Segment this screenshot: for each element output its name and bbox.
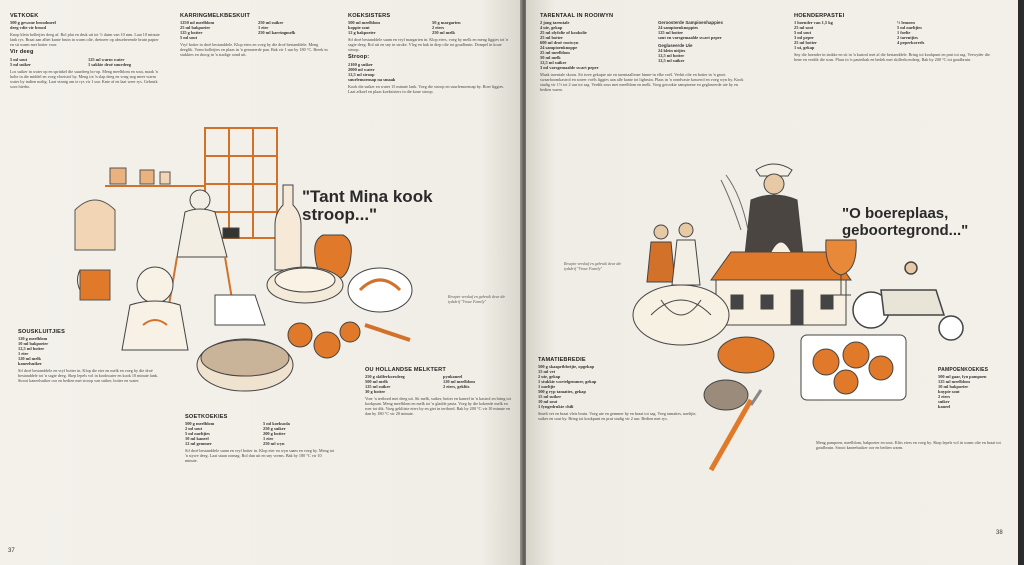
ingredient: 50 g margarien: [432, 20, 461, 26]
ingredient: deeg vdie vir brood: [10, 25, 47, 31]
recipe-method: Kook die suiker en water 15 minute lank. Voeg die stroop en suurlemoensap by. Roer liggies. Laat afkoel en plaas koeksisters in die koue stroop.: [348, 83, 505, 94]
ingredient: 1 eier: [18, 351, 29, 357]
ingredient: 25 ml olyfolie of kookolie: [540, 30, 587, 36]
recipe-souskluitjies: [18, 330, 168, 383]
ingredient: 500 g gewone broodmeel: [10, 20, 56, 26]
recipe-method: Sif droë bestanddele saam en vryf botter in. Klop eier en wyn saam en voeg by. Meng tot 'n stywe deeg. Laat staan oornag. Rol dun uit en sny vorms. Bak by 180 °C vir 10 minute.: [185, 448, 335, 464]
left-caption: Resepte verskaf en gebruik deur die tydskrif "Vroue Family": [448, 294, 506, 304]
ingredient: kaneelsuiker: [18, 361, 42, 367]
ingredient: 5 ml sout: [794, 30, 812, 36]
ingredient: 15 ml vet: [538, 369, 556, 375]
ingredient: 500 ml meelblom: [348, 20, 380, 26]
recipe-title: HOENDERPASTEI: [794, 13, 845, 19]
ingredient: 500 g ryp tamaties, gekap: [538, 389, 586, 395]
recipe-karringmelkbeskuit: [180, 14, 330, 57]
ingredient: 25 ml botter: [794, 40, 817, 46]
recipe-subtitle: Geroosterde Sampioenhappies: [658, 20, 723, 26]
page-number-left: 37: [8, 548, 15, 554]
ingredient: 1 fyngedrukte chili: [538, 404, 574, 410]
recipe-pampoenkoekies-method: [816, 438, 1011, 450]
recipe-method: Voer 'n tertbord met deeg uit. Sit melk, suiker, botter en kaneel in 'n kastrol en bring tot kookpunt. Meng meelblom en melk tot 'n gladde pasta. Voeg by die kokende melk en roer tot dik. Voeg geklitste eiers by en giet in tertbord. Bak by 200 °C vir 10 minute en dan by 180 °C vir 20 minute.: [365, 396, 511, 417]
ingredient: 24 klein uitjies: [658, 48, 686, 54]
ingredient: 5 ml suiker: [10, 61, 31, 67]
ingredient: koppie sout: [348, 25, 370, 31]
ingredient: 12,5 ml stroop: [348, 71, 375, 77]
recipe-title: PAMPOENKOEKIES: [938, 367, 989, 373]
ingredient: 125 ml warm water: [88, 56, 125, 62]
ingredient: 1 eier: [263, 436, 274, 442]
ingredient: 12,5 ml botter: [18, 346, 45, 352]
ingredient: 5 ml naeltjies: [185, 431, 210, 437]
ingredient: 1 foelie: [897, 30, 911, 36]
ingredient: 5 ml sout: [180, 35, 198, 41]
recipe-title: KARRINGMELKBESKUIT: [180, 13, 251, 19]
ingredient: 1250 ml meelblom: [180, 20, 215, 26]
ingredient: 500 ml melk: [365, 379, 388, 385]
ingredient: 2 eiers: [938, 394, 951, 400]
ingredient: 15 ml suiker: [538, 394, 562, 400]
ingredient: 12,5 ml botter: [658, 53, 685, 59]
ingredient: 200 g botter: [263, 431, 286, 437]
ingredient: ½ lemoen: [897, 20, 915, 26]
ingredient: 25 ml bakpoeier: [180, 25, 211, 31]
ingredient: 250 ml suiker: [258, 20, 284, 26]
recipe-method: Meng pampoen, meelblom, bakpoeier en sout. Klits eiers en voeg by. Skep lepels vol in warm olie en braai tot goudbruin. Strooi kaneelsuiker oor en bedien warm.: [816, 440, 1001, 450]
recipe-method: Smelt vet en braai vleis bruin. Voeg uie en gemmer by en braai tot sag. Voeg tamaties, naeltjie, suiker en sout by. Bring tot kookpunt en prut stadig vir 2 uur. Bedien met rys.: [538, 411, 697, 422]
ingredient: 5 ml sout: [10, 56, 28, 62]
recipe-method: Sif droë bestanddele saam en vryf margarien in. Klop eiers, voeg by melk en meng liggies tot 'n sagte deeg. Rol uit en sny in stroke. Vleg en bak in diep olie tot goudbruin. Dompel in koue stroop.: [348, 37, 509, 53]
recipe-title: TAMATIEBREDIE: [538, 357, 586, 363]
ingredient: 12 ml gemmer: [185, 441, 212, 447]
ingredient: 125 ml meelblom: [938, 379, 970, 385]
recipe-method: Sny die hoender in stukke en sit in 'n kastrol met al die bestanddele. Bring tot kookpunt en prut tot sag. Verwyder die bene en verdik die sous. Plaas in 'n pasteibak en bedek met skilferkorsdeeg. Bak by 200 °C tot goudbruin.: [794, 52, 990, 63]
ingredient: 250 ml melk: [432, 30, 455, 36]
ingredient: 12 g bakpoeier: [348, 30, 376, 36]
recipe-pampoenkoekies: [938, 368, 1014, 409]
ingredient: 4 peperkorrels: [897, 40, 925, 46]
ingredient: 2 uie, gekap: [538, 374, 561, 380]
ingredient: 600 ml droë rooiwyn: [540, 40, 579, 46]
ingredient: 2 ml sout: [185, 426, 203, 432]
recipe-method: Vryf botter in droë bestanddele. Klop eiers en voeg by die droë bestanddele. Meng deeglik. Vorm bolletjies en plaas in 'n gesmeerde pan. Bak vir 1 uur by 180 °C. Breek in stukkies en droog in 'n stadige oond uit.: [180, 42, 328, 58]
ingredient: kaneel: [938, 404, 951, 410]
ingredient: 5 ml koeksoda: [263, 421, 290, 427]
ingredient: 125 ml botter: [658, 30, 684, 36]
ingredient: suiker: [938, 399, 950, 405]
ingredient: 10 ml sout: [538, 399, 558, 405]
ingredient: 30 g botter: [365, 389, 386, 395]
farm-illustration: [611, 150, 1001, 480]
ingredient: 4 uie, gekap: [540, 25, 563, 31]
recipe-subtitle: Vir deeg: [10, 49, 34, 56]
ingredient: 120 g meelblom: [18, 336, 48, 342]
ingredient: 2 eiers, geklits: [443, 384, 470, 390]
recipe-subtitle: Geglaseerde Uie: [658, 43, 693, 49]
ingredient: 12,5 ml suiker: [540, 60, 567, 66]
recipe-koeksisters: [348, 14, 510, 94]
ingredient: 250 ml karringmelk: [258, 30, 296, 36]
ingredient: knypie sout: [938, 389, 960, 395]
ingredient: suurlemoensap na smaak: [348, 76, 396, 82]
ingredient: 250 g skilferkorsdeeg: [365, 374, 405, 380]
ingredient: 120 ml meelblom: [443, 379, 475, 385]
right-page: [526, 0, 1018, 565]
ingredient: 2 jong tarentale: [540, 20, 570, 26]
recipe-title: KOEKSISTERS: [348, 13, 391, 19]
ingredient: 25 ml meelblom: [540, 50, 570, 56]
ingredient: 10 ml kaneel: [185, 436, 209, 442]
ingredient: 3 ml varsgemaalde swart peper: [540, 65, 599, 71]
recipe-title: VETKOEK: [10, 13, 39, 19]
left-quote: "Tant Mina kook stroop...": [302, 187, 433, 224]
ingredient: 50 ml melk: [540, 55, 561, 61]
ingredient: 125 ml suiker: [365, 384, 391, 390]
recipe-method: Maak tarentale skoon. Sit twee gekapte uie en tarentaalleuer binne-in elke voël. Verhit olie en botter in 'n groot swaarboomkastrol en soteer voëls liggies aan alle kante tot ligbruin. Plaas in 'n oondvaste kasserol en voeg wyn by. Kook stadig vir 1½ tot 2 uur tot sag. Verdik sous met meelblom en melk. Voeg gerookte sampioene en geglaseerde uie by en bedien warm.: [540, 72, 744, 93]
ingredient: 500 g skaapribbetjie, opgekap: [538, 364, 595, 370]
page-number-right: 38: [996, 530, 1003, 536]
ingredient: 3 ml peper: [794, 35, 814, 41]
ingredient: 25 ml botter: [540, 35, 563, 41]
recipe-title: TARENTAAL IN ROOIWYN: [540, 13, 614, 19]
recipe-soetkoekies: [185, 415, 335, 463]
recipe-title: OU HOLLANDSE MELKTERT: [365, 367, 446, 373]
ingredient: 2100 g suiker: [348, 61, 373, 67]
ingredient: 120 ml melk: [18, 356, 41, 362]
ingredient: 1 stukkie wortelgemmer, gekap: [538, 379, 597, 385]
recipe-vetkoek: [10, 14, 160, 89]
ingredient: 12,5 ml suiker: [658, 58, 685, 64]
recipe-method: Knop klein bolletjies deeg af. Rol plat en druk uit tot ½ duim van 10 mm. Laat 10 minute lank rys. Braai aan albei kante bruin in warm olie, dreineer op absorberende bruin papier en sit warm met botter voor.: [10, 32, 160, 48]
ingredient: 10 ml bakpoeier: [18, 341, 49, 347]
right-caption: Resepte verskaf en gebruik deur die tydskrif "Vroue Family": [564, 261, 622, 271]
ingredient: 25 ml sout: [794, 25, 814, 31]
ingredient: 5 ml naeltjies: [897, 25, 922, 31]
ingredient: 1 sakkie droë suurdeeg: [88, 61, 131, 67]
recipe-method: Sif droë bestanddele en vryf botter in. Klop die eier en melk en voeg by die droë bestanddele tot 'n sagte deeg. Skep lepels vol in kookwater en kook 10 minute lank. Strooi kaneelsuiker oor en bedien met stroop van suiker, botter en water.: [18, 368, 159, 384]
recipe-title: SOETKOEKIES: [185, 414, 228, 420]
ingredient: 2000 ml water: [348, 66, 375, 72]
recipe-tarentaal: [540, 14, 770, 92]
ingredient: 10 ml bakpoeier: [938, 384, 969, 390]
ingredient: 24 sampioenknoppies: [658, 25, 699, 31]
recipe-tamatiebredie: [538, 358, 698, 421]
recipe-title: SOUSKLUITJIES: [18, 329, 66, 335]
ingredient: 1 hoender van 1,5 kg: [794, 20, 833, 26]
recipe-method: Los suiker in water op en sprinkel die suurdeeg bo-op. Meng meelblom en sout, maak 'n holte in die middel en voeg vloeistof by. Meng tot 'n slap deeg en voeg nog meer warm water by indien nodig. Laat vinnig om te rys vir 1 uur. Knie af en laat weer rys. Gebruik soos hierbo.: [10, 68, 158, 89]
recipe-hoenderpastei: [794, 14, 994, 62]
ingredient: 24 sampioenknoppe: [540, 45, 578, 51]
ingredient: 500 ml gaar, fyn pampoen: [938, 374, 987, 380]
book-edge: [1018, 0, 1024, 565]
ingredient: 250 ml wyn: [263, 441, 285, 447]
recipe-subtitle: Stroop:: [348, 54, 370, 61]
ingredient: 125 g botter: [180, 30, 203, 36]
ingredient: pynkaneel: [443, 374, 463, 380]
ingredient: 1 naeltjie: [538, 384, 556, 390]
ingredient: 2 eiers: [432, 25, 445, 31]
ingredient: 1 ui, gekap: [794, 45, 815, 51]
ingredient: 250 g suiker: [263, 426, 286, 432]
ingredient: 1 eier: [258, 25, 269, 31]
ingredient: 2 tarentjies: [897, 35, 919, 41]
right-quote: "O boereplaas, geboortegrond...": [842, 205, 969, 239]
ingredient: 500 g meelblom: [185, 421, 215, 427]
recipe-melktert: [365, 368, 515, 416]
ingredient: sout en varsgemaalde swart peper: [658, 35, 722, 41]
